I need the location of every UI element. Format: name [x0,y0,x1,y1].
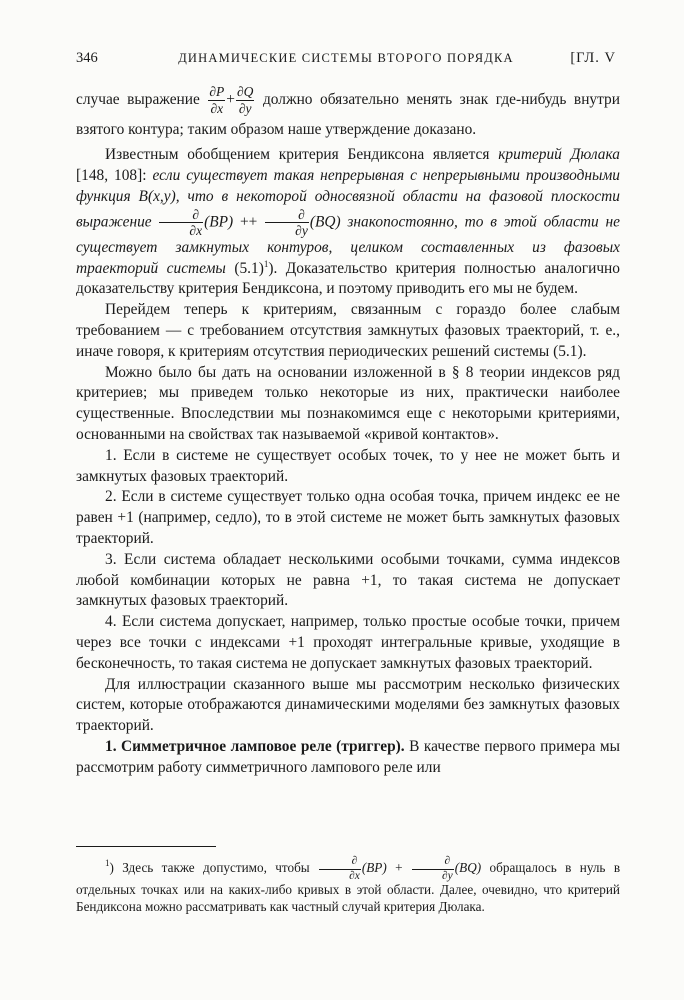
section-paragraph: 1. Симметричное ламповое реле (триггер). В качестве первого примера мы рассмотрим работу симметричного лампового реле или [76,737,620,776]
running-title: ДИНАМИЧЕСКИЕ СИСТЕМЫ ВТОРОГО ПОРЯДКА [178,51,514,65]
fraction-d-dx-footnote: ∂ ∂x [319,856,361,882]
footnote-divider [76,846,216,847]
criterion-item: 2. Если в системе существует только одна особая точка, причем индекс ее не равен +1 (например, седло), то в этой системе не может быть замкнутых фазовых траекторий. [76,488,620,548]
fraction-dQ-dy: $\frac{\partial Q}{\partial y}$ [236,84,254,116]
criterion-item: 4. Если система допускает, например, только простые особые точки, причем через все точки с индексами +1 проходят интегральные кривые, уходящие в бесконечность, то такая система не допускает замкнутых фазовых траекторий. [76,613,620,672]
fraction-dP-dx: $\frac{\partial P}{\partial x}$ [209,84,225,116]
fraction-d-dx: ∂ ∂x [159,208,203,238]
page-number: 346 [76,50,98,66]
paragraph: Для иллюстрации сказанного выше мы рассмотрим несколько физических систем, которые отображаются динамическими моделями без замкнутых фазовых траекторий. [76,675,620,735]
section-title: 1. Симметричное ламповое реле (триггер). [105,737,405,755]
paragraph: Перейдем теперь к критериям, связанным с гораздо более слабым требованием — с требованием отсутствия замкнутых фазовых траекторий, т. е., иначе говоря, к критериям отсутствия периодических решений системы (5.1). [76,301,620,360]
main-text [76,85,620,779]
fraction-d-dy: ∂ ∂y [265,208,309,238]
paragraph: случае выражение $\frac{\partial P}{\partial x}$ + $\frac{\partial Q}{\partial y}$ должно обязательно менять знак где-нибудь внутри взятого контура; таким образом наше утверждение доказано. [76,84,620,139]
paragraph-dulac: Известным обобщением критерия Бендиксона является критерий Дюлака [148, 108]: если существует такая непрерывная с непрерывными производными функция B(x,y), что в некоторой односвязной области на фазовой плоскости выражение ∂ ∂x (BP) ++ ∂ ∂y (BQ) знакопостоянно, то в этой области не существует замкнутых контуров, целиком составленных из фазовых траекторий системы $(5.1)^1$). Доказательство критерия полностью аналогично доказательству критерия Бендиксона, и поэтому приводить его мы не будем. [76,146,620,298]
criterion-item: 1. Если в системе не существует особых точек, то у нее не может быть и замкнутых фазовых траекторий. [76,446,620,485]
paragraph: Можно было бы дать на основании изложенной в § 8 теории индексов ряд критериев; мы приведем только некоторые из них, практически наиболее существенные. Впоследствии мы познакомимся еще с некоторыми критериями, основанными на свойствах так называемой «кривой контактов». [76,363,620,444]
footnote: $^1$) Здесь также допустимо, чтобы ∂ ∂x (BP) + ∂ ∂y (BQ) обращалось в нуль в отдельных точках или на каких-либо кривых в этой области. Далее, очевидно, что критерий Бендиксона можно рассматривать как частный случай критерия Дюлака. [76,855,621,914]
chapter-label: [ГЛ. V [570,50,616,66]
footnote-mark: 1 [263,258,269,269]
criterion-item: 3. Если система обладает несколькими особыми точками, сумма индексов любой комбинации которых не равна +1, то такая система не допускает замкнутых фазовых траекторий. [76,550,620,610]
fraction-d-dy-footnote: ∂ ∂y [412,856,454,882]
running-header [76,50,616,72]
